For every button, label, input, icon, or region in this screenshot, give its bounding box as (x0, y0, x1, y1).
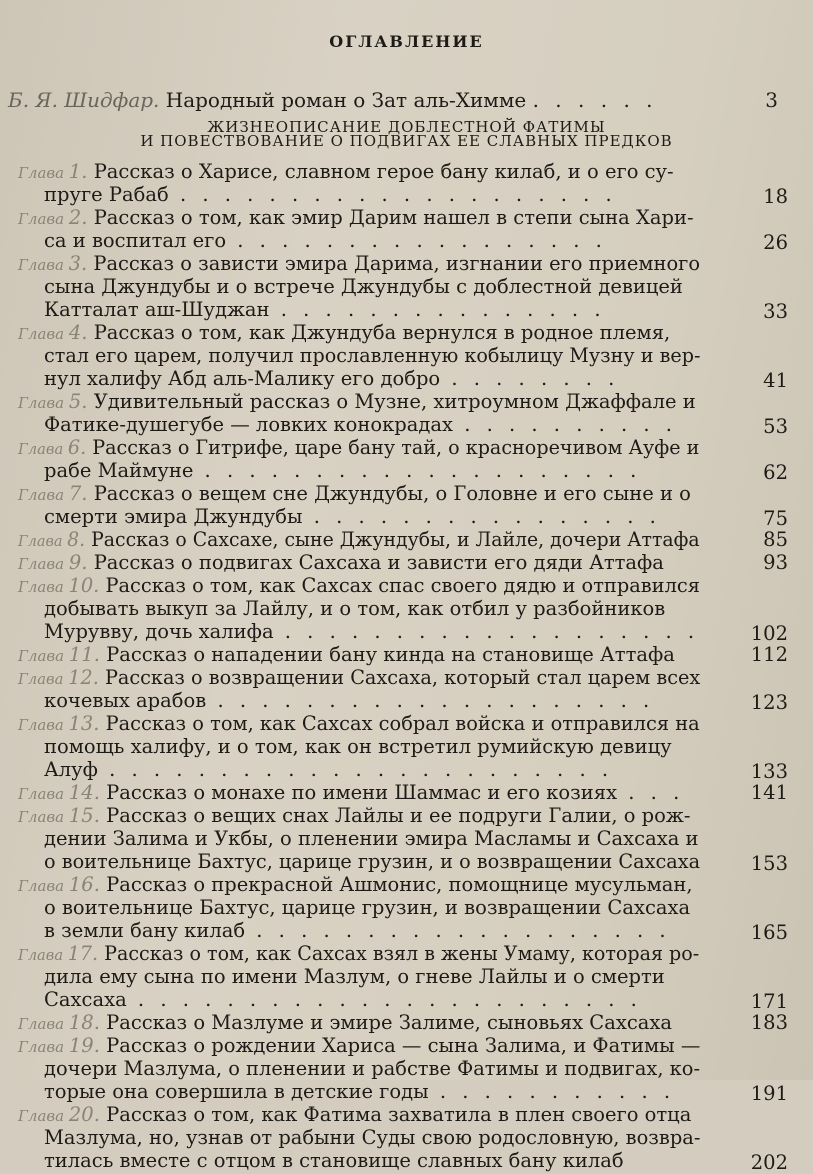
chapter-number: 15. (68, 804, 107, 827)
leader-dots: . . . . . . . . . . . . . . . . . . . . (193, 459, 642, 482)
chapter-number: 11. (68, 643, 107, 666)
chapter-title: смерти эмира Джундубы (44, 505, 303, 528)
chapter-label: Глава (18, 785, 69, 803)
page-number: 153 (750, 852, 788, 875)
chapter-title: о воительнице Бахтус, царице грузин, и о возвращении Сахсаха (44, 850, 701, 873)
chapter-label: Глава (18, 808, 69, 826)
page-number: 26 (763, 231, 788, 254)
toc-entry-line (44, 689, 654, 712)
chapter-number: 6. (67, 436, 93, 459)
chapter-title: торые она совершила в детские годы (44, 1080, 429, 1103)
toc-entry-line (44, 597, 665, 620)
chapter-label: Глава (18, 555, 69, 573)
toc-entry-line (18, 781, 684, 806)
chapter-label: Глава (18, 716, 69, 734)
page-number: 102 (750, 622, 788, 645)
page-number: 75 (763, 507, 788, 530)
page-number: 62 (763, 461, 788, 484)
toc-entry-line (18, 1103, 691, 1128)
chapter-label: Глава (18, 256, 69, 274)
chapter-number: 13. (68, 712, 106, 735)
chapter-title: Удивительный рассказ о Музне, хитроумном Джаффале и (93, 390, 696, 413)
chapter-title: Рассказ о прекрасной Ашмонис, помощнице мусульман, (106, 873, 693, 896)
toc-entry-line (44, 850, 700, 873)
page-number: 123 (750, 691, 788, 714)
chapter-title: Рассказ о зависти эмира Дарима, изгнании его приемного (93, 252, 701, 275)
chapter-label: Глава (18, 486, 69, 504)
toc-entry-line (44, 1126, 700, 1149)
chapter-title: Рассказ о том, как Джундуба вернулся в родное племя, (93, 321, 671, 344)
chapter-title: Рассказ о том, как Фатима захватила в плен своего отца (106, 1103, 692, 1126)
chapter-title: Рассказ о том, как Сахсах взял в жены Умаму, которая ро- (104, 942, 700, 965)
toc-entry-line (18, 436, 699, 461)
chapter-title: помощь халифу, и о том, как он встретил румийскую девицу (44, 735, 672, 758)
toc-entry-line (18, 942, 699, 967)
leader-dots: . . . . . . . . . . . . . . . . . . . (245, 919, 671, 942)
chapter-number: 5. (68, 390, 94, 413)
toc-entry-line (44, 965, 665, 988)
chapter-number: 8. (67, 528, 92, 551)
leader-dots: . . . . . . . . (440, 367, 620, 390)
toc-entry-line (44, 1080, 675, 1103)
chapter-number: 4. (68, 321, 94, 344)
intro-title: Народный роман о Зат аль-Химме (165, 88, 527, 112)
chapter-title: Катталат аш-Шуджан (44, 298, 270, 321)
leader-dots: . . . . . . . . . . . . . . . (269, 298, 606, 321)
chapter-title: Рассказ о том, как Сахсах спас своего дядю и отправился (105, 574, 700, 597)
toc-entry-line (18, 160, 674, 185)
page-number: 202 (750, 1151, 788, 1174)
chapter-title: стал его царем, получил прославленную кобылицу Музну и вер- (44, 344, 701, 367)
chapter-number: 2. (68, 206, 94, 229)
toc-entry-line (44, 344, 700, 367)
toc-entry-line (18, 873, 693, 898)
page-number: 85 (763, 528, 788, 551)
page-number: 191 (750, 1082, 788, 1105)
chapter-title: Рассказ о том, как эмир Дарим нашел в степи сына Хари- (93, 206, 694, 229)
toc-entry-line (18, 482, 691, 507)
chapter-title: Мурувву, дочь халифа (44, 620, 274, 643)
chapter-title: Сахсаха (44, 988, 127, 1011)
chapter-label: Глава (18, 1038, 69, 1056)
chapter-title: Рассказ о рождении Хариса — сына Залима, и Фатимы — (106, 1034, 701, 1057)
toc-entry-line (44, 505, 661, 528)
chapter-number: 16. (68, 873, 107, 896)
chapter-label: Глава (18, 1107, 69, 1125)
chapter-title: Рассказ о подвигах Сахсаха и зависти его дяди Аттафа (93, 551, 664, 574)
chapter-title: о воительнице Бахтус, царице грузин, и возвращении Сахсаха (44, 896, 691, 919)
chapter-title: Фатике-душегубе — ловких конокрадах (44, 413, 454, 436)
chapter-label: Глава (18, 210, 69, 228)
section-title-line-1: ЖИЗНЕОПИСАНИЕ ДОБЛЕСТНОЙ ФАТИМЫ (207, 118, 606, 136)
chapter-title: Мазлума, но, узнав от рабыни Суды свою родословную, возвра- (44, 1126, 701, 1149)
chapter-title: Рассказ о Сахсахе, сыне Джундубы, и Лайле, дочери Аттафа (91, 528, 700, 551)
chapter-label: Глава (18, 532, 68, 550)
chapter-label: Глава (18, 578, 69, 596)
chapter-title: пруге Рабаб (44, 183, 169, 206)
chapter-title: тилась вместе с отцом в становище славных бану килаб (44, 1149, 624, 1172)
toc-entry-line (44, 919, 671, 942)
intro-page-number: 3 (765, 88, 778, 112)
toc-entry-line (44, 275, 683, 298)
chapter-title: Рассказ о Мазлуме и эмире Залиме, сыновьях Сахсаха (106, 1011, 673, 1034)
chapter-title: добывать выкуп за Лайлу, и о том, как отбил у разбойников (44, 597, 666, 620)
chapter-title: Рассказ о возвращении Сахсаха, который стал царем всех (104, 666, 701, 689)
chapter-label: Глава (18, 325, 69, 343)
leader-dots: . . . . . . . . . . . . . . . . . . . . . . . (126, 988, 642, 1011)
toc-entry-line (44, 758, 613, 781)
toc-entry-line (18, 390, 696, 415)
page-number: 112 (750, 643, 788, 666)
toc-entry-line (18, 666, 700, 691)
chapter-title: рабе Маймуне (44, 459, 194, 482)
chapter-title: дении Залима и Укбы, о пленении эмира Масламы и Сахсаха и (44, 827, 699, 850)
chapter-title: Рассказ о Гитрифе, царе бану тай, о красноречивом Ауфе и (92, 436, 700, 459)
intro-dots: . . . . . . (532, 88, 658, 112)
toc-entry-line (18, 574, 700, 599)
chapter-label: Глава (18, 670, 69, 688)
chapter-title: дила ему сына по имени Мазлум, о гневе Лайлы и о смерти (44, 965, 665, 988)
chapter-title: Рассказ о вещем сне Джундубы, о Головне и его сыне и о (93, 482, 691, 505)
leader-dots: . . . . . . . . . . . (428, 1080, 676, 1103)
toc-entry-line (44, 459, 641, 482)
leader-dots: . . . . . . . . . . . . . . . . . . . . (168, 183, 617, 206)
chapter-label: Глава (18, 877, 69, 895)
intro-entry (8, 88, 798, 112)
chapter-label: Глава (18, 394, 69, 412)
chapter-label: Глава (18, 1015, 69, 1033)
page-number: 18 (763, 185, 788, 208)
chapter-title: кочевых арабов (44, 689, 207, 712)
toc-entry-line (18, 528, 700, 553)
toc-entry-line (18, 712, 700, 737)
toc-entry-line (44, 298, 606, 321)
chapter-title: Рассказ о вещих снах Лайлы и ее подруги Галии, о рож- (106, 804, 691, 827)
page-number: 93 (763, 551, 788, 574)
leader-dots: . . . . . . . . . . (453, 413, 677, 436)
chapter-label: Глава (18, 946, 68, 964)
leader-dots: . . . . . . . . . . . . . . . . . (226, 229, 607, 252)
toc-entry-line (18, 1011, 672, 1036)
toc-entry-line (44, 988, 642, 1011)
toc-entry-line (18, 643, 675, 668)
toc-entry-line (18, 804, 690, 829)
page-number: 41 (763, 369, 788, 392)
toc-entry-line (44, 367, 619, 390)
toc-entry-line (18, 206, 694, 231)
page-number: 133 (750, 760, 788, 783)
toc-entry-line (18, 551, 664, 576)
toc-entry-line (44, 1057, 700, 1080)
chapter-title: Рассказ о Харисе, славном герое бану килаб, и о его су- (93, 160, 674, 183)
page-heading: ОГЛАВЛЕНИЕ (329, 32, 484, 51)
toc-entry-line (44, 896, 690, 919)
chapter-label: Глава (18, 440, 68, 458)
chapter-number: 14. (68, 781, 107, 804)
chapter-number: 7. (68, 482, 94, 505)
toc-entry-line (18, 1034, 700, 1059)
page-number: 141 (750, 781, 788, 804)
toc-entry-line (44, 413, 677, 436)
chapter-number: 3. (68, 252, 94, 275)
leader-dots: . . . (617, 781, 685, 804)
page-number: 165 (750, 921, 788, 944)
leader-dots: . . . . . . . . . . . . . . . . . . . . . . . (97, 758, 614, 781)
leader-dots: . . . . . . . . . . . . . . . . . . . (273, 620, 700, 643)
chapter-label: Глава (18, 164, 69, 182)
leader-dots: . . . . . . . . . . . . . . . . (302, 505, 661, 528)
chapter-title: са и воспитал его (44, 229, 227, 252)
page-number: 33 (763, 300, 788, 323)
chapter-number: 19. (68, 1034, 107, 1057)
chapter-number: 20. (68, 1103, 107, 1126)
toc-entry-line (44, 620, 699, 643)
chapter-title: Рассказ о том, как Сахсах собрал войска и отправился на (105, 712, 700, 735)
chapter-title: в земли бану килаб (44, 919, 246, 942)
chapter-title: Алуф (44, 758, 98, 781)
chapter-label: Глава (18, 647, 69, 665)
chapter-number: 10. (68, 574, 106, 597)
chapter-title: сына Джундубы и о встрече Джундубы с доблестной девицей (44, 275, 683, 298)
toc-entry-line (44, 735, 672, 758)
chapter-number: 12. (68, 666, 105, 689)
chapter-title: Рассказ о нападении бану кинда на становище Аттафа (106, 643, 675, 666)
chapter-title: нул халифу Абд аль-Малику его добро (44, 367, 441, 390)
chapter-number: 17. (67, 942, 105, 965)
section-title-line-2: И ПОВЕСТВОВАНИЕ О ПОДВИГАХ ЕЕ СЛАВНЫХ ПРЕДКОВ (140, 132, 673, 150)
toc-entry-line (18, 252, 700, 277)
chapter-title: дочери Мазлума, о пленении и рабстве Фатимы и подвигах, ко- (44, 1057, 701, 1080)
chapter-number: 9. (68, 551, 94, 574)
page-number: 183 (750, 1011, 788, 1034)
leader-dots: . . . . . . . . . . . . . . . . . . . . (206, 689, 655, 712)
toc-entry-line (18, 321, 670, 346)
chapter-number: 1. (68, 160, 94, 183)
intro-author: Б. Я. Шидфар. (8, 88, 160, 112)
chapter-title: Рассказ о монахе по имени Шаммас и его козиях (106, 781, 618, 804)
page-number: 171 (750, 990, 788, 1013)
toc-entry-line (44, 1149, 624, 1172)
toc-entry-line (44, 229, 607, 252)
toc-entry-line (44, 183, 617, 206)
chapter-number: 18. (68, 1011, 107, 1034)
page-number: 53 (763, 415, 788, 438)
toc-entry-line (44, 827, 699, 850)
